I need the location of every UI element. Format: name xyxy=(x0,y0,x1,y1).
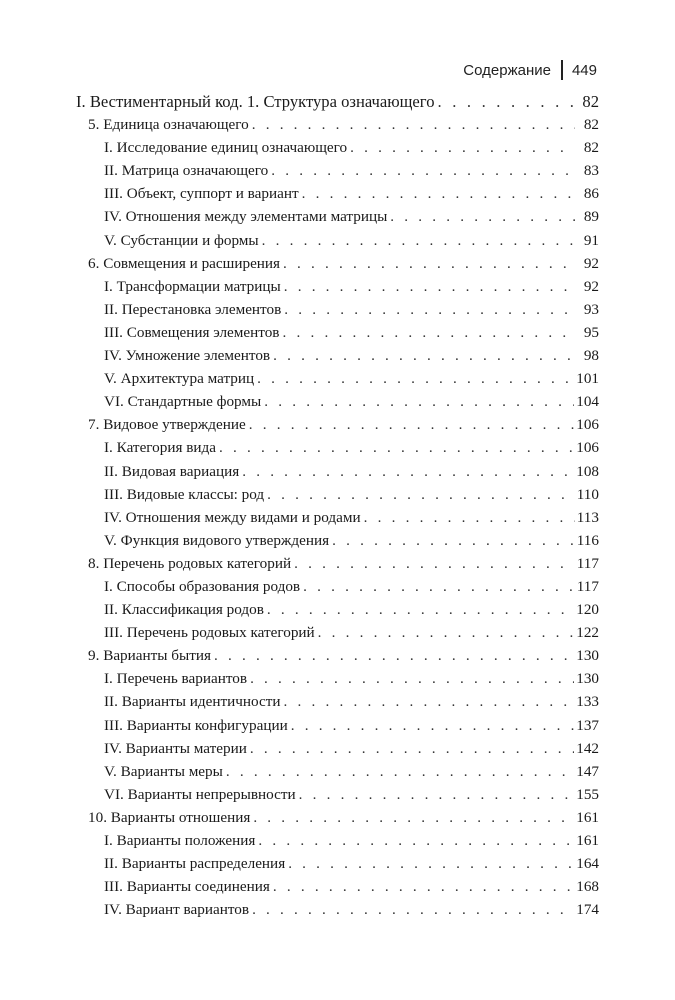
toc-entry xyxy=(76,229,599,252)
toc-entry-title: V. Функция видового утверждения xyxy=(104,531,330,549)
table-of-contents xyxy=(76,90,599,921)
toc-dot-leader xyxy=(242,460,574,483)
toc-entry-title: II. Матрица означающего xyxy=(104,162,269,180)
toc-entry xyxy=(76,367,599,390)
toc-entry-title: III. Совмещения элементов xyxy=(104,323,280,341)
toc-dot-leader xyxy=(271,159,575,182)
toc-entry-title: 9. Варианты бытия xyxy=(88,647,211,665)
toc-dot-leader xyxy=(284,298,575,321)
toc-dot-leader xyxy=(302,182,575,205)
toc-dot-leader xyxy=(273,344,575,367)
toc-entry xyxy=(76,298,599,321)
toc-entry-title: IV. Вариант вариантов xyxy=(104,901,250,919)
toc-dot-leader xyxy=(282,321,575,344)
toc-entry-page: 89 xyxy=(583,208,599,226)
toc-entry-title: I. Трансформации матрицы xyxy=(104,277,281,295)
toc-entry xyxy=(76,852,599,875)
toc-entry xyxy=(76,182,599,205)
toc-entry-page: 147 xyxy=(576,762,599,780)
toc-dot-leader xyxy=(249,413,574,436)
toc-entry xyxy=(76,760,599,783)
toc-entry xyxy=(76,714,599,737)
toc-entry-title: II. Классификация родов xyxy=(104,601,264,619)
toc-dot-leader xyxy=(264,390,574,413)
toc-dot-leader xyxy=(438,90,576,113)
toc-entry-page: 174 xyxy=(576,901,599,919)
toc-entry-title: III. Варианты конфигурации xyxy=(104,716,288,734)
toc-dot-leader xyxy=(299,783,575,806)
toc-entry-title: I. Перечень вариантов xyxy=(104,670,248,688)
toc-dot-leader xyxy=(303,575,575,598)
toc-entry xyxy=(76,205,599,228)
toc-entry-page: 113 xyxy=(576,508,599,526)
toc-entry-page: 92 xyxy=(583,277,599,295)
toc-entry xyxy=(76,252,599,275)
toc-entry-title: 5. Единица означающего xyxy=(88,116,249,134)
toc-dot-leader xyxy=(219,436,574,459)
toc-dot-leader xyxy=(253,806,574,829)
toc-entry xyxy=(76,159,599,182)
page-number: 449 xyxy=(571,61,597,79)
toc-entry-page: 82 xyxy=(583,139,599,157)
toc-entry-page: 130 xyxy=(576,670,599,688)
toc-entry-page: 82 xyxy=(583,116,599,134)
toc-entry-title: VI. Варианты непрерывности xyxy=(104,785,296,803)
toc-dot-leader xyxy=(262,229,575,252)
toc-entry-page: 110 xyxy=(576,485,599,503)
toc-entry xyxy=(76,829,599,852)
toc-entry-page: 137 xyxy=(576,716,599,734)
toc-entry xyxy=(76,529,599,552)
toc-entry-page: 130 xyxy=(576,647,599,665)
toc-entry-title: VI. Стандартные формы xyxy=(104,393,262,411)
toc-entry-title: IV. Отношения между элементами матрицы xyxy=(104,208,388,226)
toc-entry-title: II. Видовая вариация xyxy=(104,462,240,480)
running-header-title: Содержание xyxy=(463,61,551,79)
toc-dot-leader xyxy=(291,714,575,737)
toc-entry-title: I. Вестиментарный код. 1. Структура означающего xyxy=(76,92,435,111)
toc-entry-page: 117 xyxy=(576,554,599,572)
toc-entry xyxy=(76,644,599,667)
toc-entry xyxy=(76,506,599,529)
toc-entry-page: 161 xyxy=(576,832,599,849)
toc-entry-title: 6. Совмещения и расширения xyxy=(88,254,281,272)
toc-entry-title: V. Субстанции и формы xyxy=(104,231,259,249)
toc-entry-page: 98 xyxy=(583,347,599,365)
toc-entry-page: 164 xyxy=(576,855,599,873)
toc-entry xyxy=(76,575,599,598)
toc-dot-leader xyxy=(257,367,574,390)
toc-dot-leader xyxy=(267,598,574,621)
toc-dot-leader xyxy=(288,852,574,875)
toc-dot-leader xyxy=(284,690,575,713)
toc-entry-title: II. Варианты распределения xyxy=(104,855,286,873)
toc-entry xyxy=(76,598,599,621)
toc-entry xyxy=(76,344,599,367)
toc-entry-page: 120 xyxy=(576,601,599,619)
toc-dot-leader xyxy=(350,136,575,159)
toc-dot-leader xyxy=(252,898,574,921)
toc-entry-title: III. Видовые классы: род xyxy=(104,485,265,503)
header-divider xyxy=(561,60,563,80)
toc-dot-leader xyxy=(283,252,575,275)
toc-dot-leader xyxy=(364,506,575,529)
toc-entry xyxy=(76,783,599,806)
toc-dot-leader xyxy=(214,644,574,667)
toc-dot-leader xyxy=(267,483,575,506)
toc-entry-page: 91 xyxy=(583,231,599,249)
toc-entry xyxy=(76,690,599,713)
toc-entry xyxy=(76,552,599,575)
toc-dot-leader xyxy=(294,552,575,575)
toc-entry-page: 108 xyxy=(576,462,599,480)
toc-entry-title: I. Варианты положения xyxy=(104,832,256,849)
running-header xyxy=(463,60,597,80)
toc-entry-title: IV. Варианты материи xyxy=(104,739,247,757)
toc-entry xyxy=(76,390,599,413)
toc-entry-page: 106 xyxy=(576,416,599,434)
toc-entry-page: 104 xyxy=(576,393,599,411)
toc-entry xyxy=(76,806,599,829)
toc-entry-title: V. Варианты меры xyxy=(104,762,223,780)
toc-dot-leader xyxy=(390,205,575,228)
toc-entry xyxy=(76,275,599,298)
toc-entry xyxy=(76,413,599,436)
toc-entry-title: II. Варианты идентичности xyxy=(104,693,281,711)
toc-dot-leader xyxy=(284,275,575,298)
toc-entry-page: 122 xyxy=(576,624,599,642)
toc-entry-page: 101 xyxy=(576,370,599,388)
toc-entry-title: III. Варианты соединения xyxy=(104,878,270,896)
toc-entry-title: IV. Умножение элементов xyxy=(104,347,271,365)
toc-entry xyxy=(76,621,599,644)
toc-entry-title: I. Исследование единиц означающего xyxy=(104,139,348,157)
toc-entry-page: 93 xyxy=(583,300,599,318)
toc-entry xyxy=(76,737,599,760)
toc-entry xyxy=(76,460,599,483)
toc-entry-title: 8. Перечень родовых категорий xyxy=(88,554,292,572)
toc-entry-title: I. Категория вида xyxy=(104,439,217,457)
toc-dot-leader xyxy=(226,760,574,783)
toc-entry xyxy=(76,436,599,459)
toc-entry-page: 106 xyxy=(576,439,599,457)
toc-entry-title: 7. Видовое утверждение xyxy=(88,416,246,434)
toc-dot-leader xyxy=(252,113,575,136)
toc-entry-page: 161 xyxy=(576,808,599,826)
toc-entry-page: 142 xyxy=(576,739,599,757)
toc-entry-title: II. Перестановка элементов xyxy=(104,300,282,318)
toc-dot-leader xyxy=(258,829,574,852)
toc-entry xyxy=(76,667,599,690)
toc-entry-page: 82 xyxy=(582,92,599,111)
toc-entry-title: I. Способы образования родов xyxy=(104,577,301,595)
toc-entry-page: 133 xyxy=(576,693,599,711)
toc-dot-leader xyxy=(250,667,574,690)
toc-entry-page: 117 xyxy=(576,577,599,595)
toc-entry xyxy=(76,483,599,506)
toc-entry-page: 116 xyxy=(576,531,599,549)
toc-dot-leader xyxy=(332,529,575,552)
toc-entry-page: 168 xyxy=(576,878,599,896)
toc-entry-title: 10. Варианты отношения xyxy=(88,808,251,826)
toc-entry-page: 155 xyxy=(576,785,599,803)
toc-entry-page: 83 xyxy=(583,162,599,180)
toc-entry-title: III. Объект, суппорт и вариант xyxy=(104,185,299,203)
toc-entry-title: III. Перечень родовых категорий xyxy=(104,624,315,642)
toc-dot-leader xyxy=(273,875,574,898)
toc-entry xyxy=(76,321,599,344)
toc-entry xyxy=(76,875,599,898)
toc-entry xyxy=(76,898,599,921)
toc-entry xyxy=(76,90,599,113)
toc-entry-page: 86 xyxy=(583,185,599,203)
toc-entry-page: 92 xyxy=(583,254,599,272)
toc-entry xyxy=(76,113,599,136)
toc-entry-title: V. Архитектура матриц xyxy=(104,370,255,388)
toc-dot-leader xyxy=(318,621,575,644)
toc-dot-leader xyxy=(250,737,574,760)
toc-entry-page: 95 xyxy=(583,323,599,341)
toc-entry-title: IV. Отношения между видами и родами xyxy=(104,508,361,526)
toc-entry xyxy=(76,136,599,159)
